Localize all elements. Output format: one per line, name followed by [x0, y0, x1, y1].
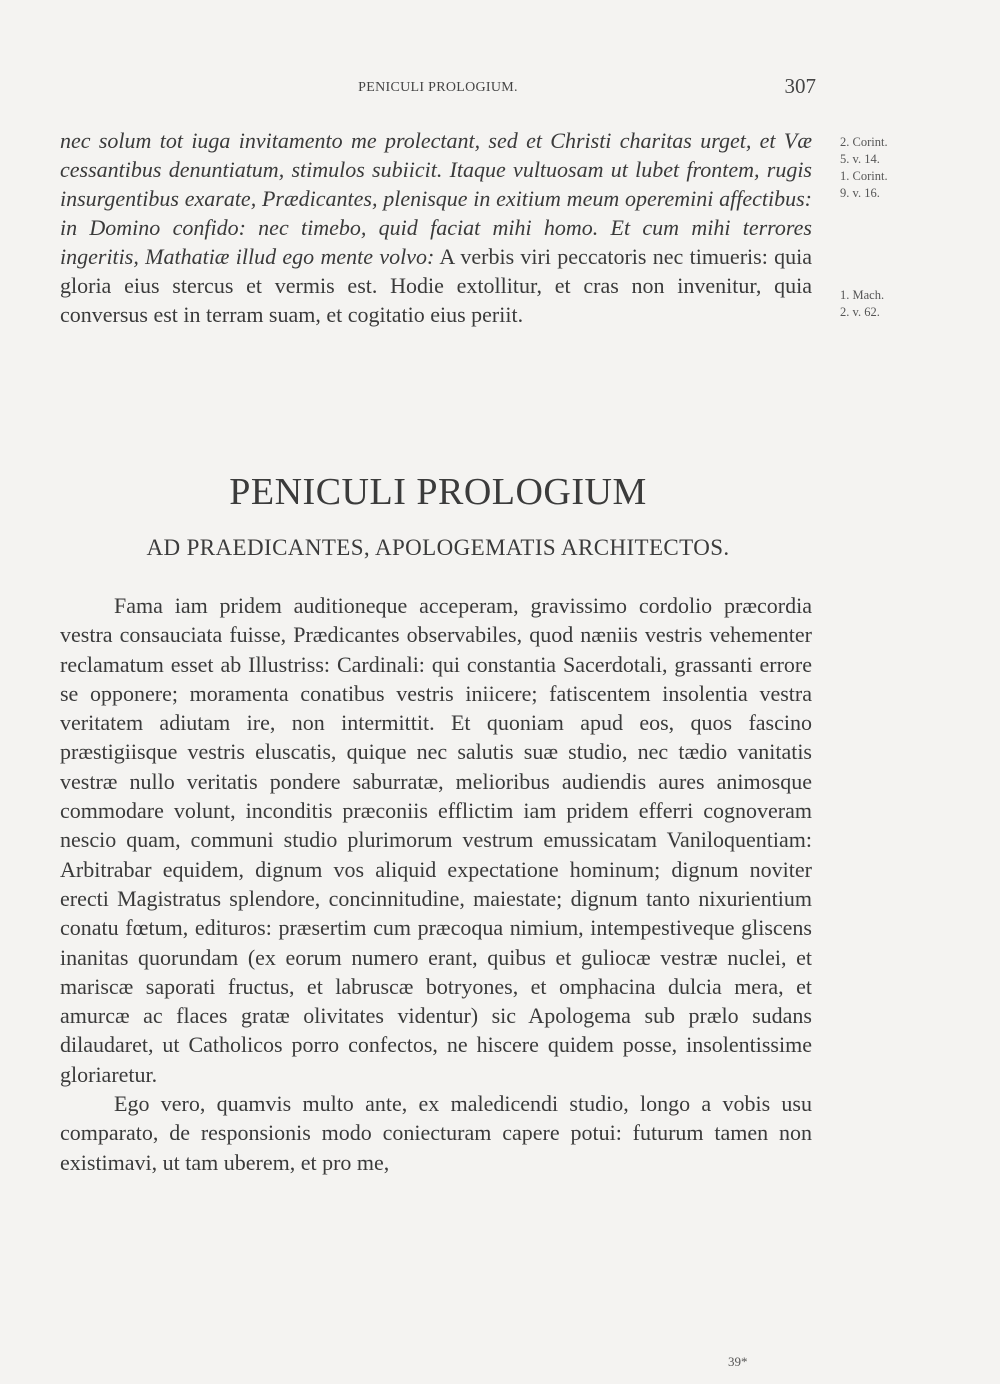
body-text	[60, 591, 812, 1177]
margin-note-line: 5. v. 14.	[840, 152, 880, 166]
top-passage-roman: A verbis viri peccatoris nec timueris: quia gloria eius stercus et vermis est. Hodie extollitur, et cras non invenitur, quia conversus est in terram suam, et cogitatio eius periit.	[60, 244, 812, 327]
running-title: PENICULI PROLOGIUM.	[358, 80, 518, 95]
margin-note-line: 9. v. 16.	[840, 186, 880, 200]
margin-note-maccabees	[840, 287, 920, 321]
margin-note-corinthians	[840, 134, 920, 202]
margin-note-line: 1. Corint.	[840, 169, 888, 183]
page-number: 307	[784, 74, 816, 98]
signature-mark: 39*	[728, 1354, 748, 1369]
margin-note-line: 1. Mach.	[840, 288, 885, 302]
running-head	[60, 74, 816, 106]
chapter-subtitle: AD PRAEDICANTES, APOLOGEMATIS ARCHITECTOS.	[146, 535, 730, 560]
chapter-title: PENICULI PROLOGIUM	[229, 471, 647, 513]
paragraph: Ego vero, quamvis multo ante, ex maledicendi studio, longo a vobis usu comparato, de responsionis modo coniecturam capere potui: futurum tamen non existimavi, ut tam uberem, et pro me,	[60, 1091, 812, 1175]
margin-note-line: 2. Corint.	[840, 135, 888, 149]
paragraph: Fama iam pridem auditioneque acceperam, gravissimo cordolio præcordia vestra consauciata fuisse, Prædicantes observabiles, quod næniis vestris vehementer reclamatum esset ab Illustriss: Cardinali: qui constantia Sacerdotali, grassanti errore se opponere; moramenta conatibus vestris iniicere; fatiscentem insolentia vestra veritatem adiutam ire, non intermittit. Et quoniam apud eos, quos fascino præstigiisque vestris eluscatis, quique nec salutis suæ studio, nec tædio vanitatis vestræ nullo veritatis pondere saburratæ, melioribus audiendis aures animosque commodare volunt, inconditis præconiis efflictim iam pridem efferri cognoveram nescio quam, communi studio plurimorum vestrum emussicatam Vaniloquentiam: Arbitrabar equidem, dignum vos aliquid expectatione hominum; dignum noviter erecti Magistratus splendore, concinnitudine, maiestate; dignum tanto nixurientium conatu fœtum, edituros: præsertim cum præcoqua nimium, intempestiveque gliscens inanitas quorundam (ex eorum numero erant, quibus et guliocæ vestræ nuclei, et mariscæ saporati fructus, et labruscæ botryones, et omphacina dulcia mera, et amurcæ ac flaces gratæ olivitates videntur) sic Apologema sub prælo sudans dilaudaret, ut Catholicos porro confectos, ne hiscere quidem posse, insolentissime gloriaretur.	[60, 593, 812, 1087]
margin-note-line: 2. v. 62.	[840, 305, 880, 319]
top-passage	[60, 126, 812, 329]
top-passage-italic: nec solum tot iuga invitamento me prolectant, sed et Christi charitas urget, et Væ cessantibus denuntiatum, stimulos subiicit. Itaque vultuosam ut lubet frontem, rugis insurgentibus exarate, Prædicantes, plenisque in exitium meum operemini affectibus: in Domino confido: nec timebo, quid faciat mihi homo. Et cum mihi terrores ingeritis, Mathatiæ illud ego mente volvo:	[60, 128, 812, 269]
